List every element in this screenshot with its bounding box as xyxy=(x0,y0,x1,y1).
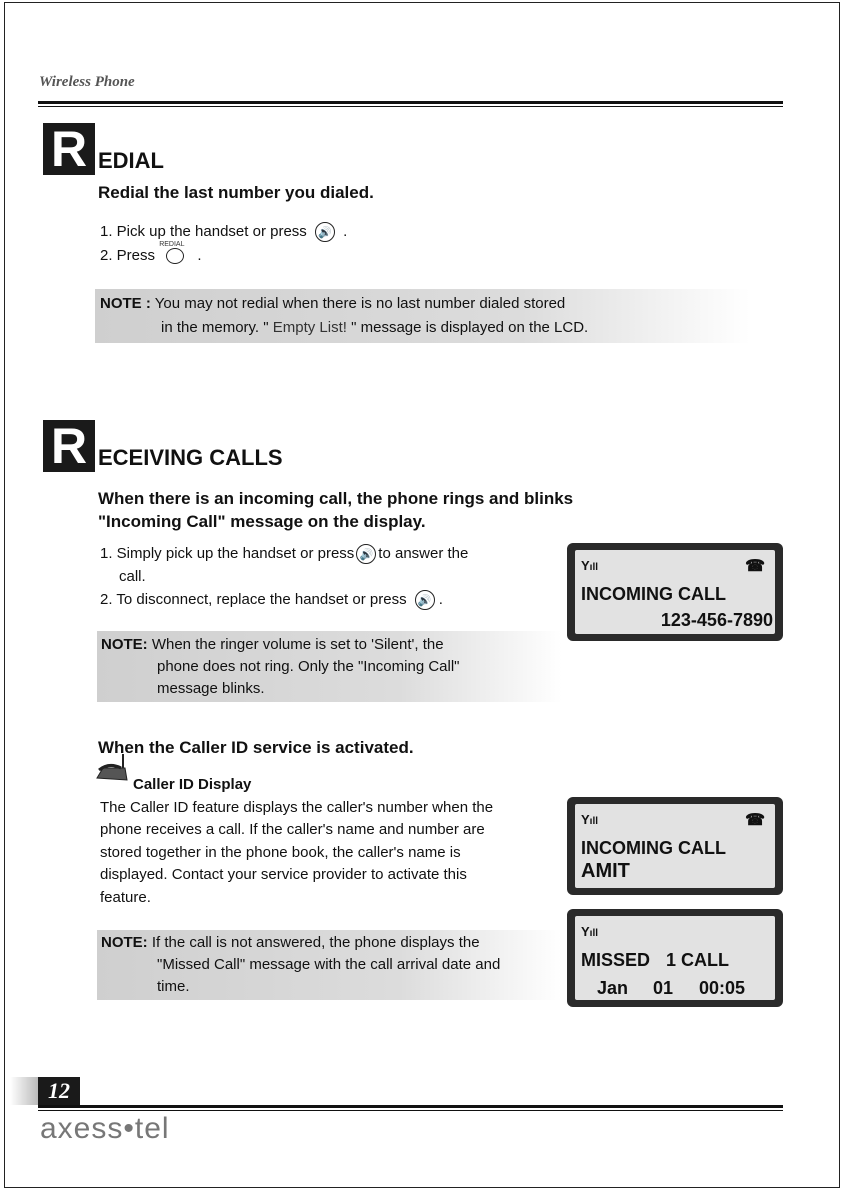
receiving-step-1-a: 1. Simply pick up the handset or press xyxy=(100,545,355,562)
receiving-step-1-c: call. xyxy=(119,568,146,585)
receiving-title: ECEIVING CALLS xyxy=(98,445,283,470)
lcd1-line-2: 123-456-7890 xyxy=(660,610,773,630)
receiving-step-1 xyxy=(100,543,468,565)
redial-step-2 xyxy=(100,241,202,267)
lcd1-line-1: INCOMING CALL xyxy=(581,584,726,604)
lcd3-day: 01 xyxy=(653,978,674,998)
handset-icon: ☎ xyxy=(745,558,765,575)
lcd3-missed: MISSED xyxy=(581,950,651,970)
redial-key-label: REDIAL xyxy=(159,241,185,249)
callerid-subtitle: When the Caller ID service is activated. xyxy=(98,738,414,757)
redial-note-empty-list: Empty List! xyxy=(268,319,352,336)
signal-icon: Yıll xyxy=(581,812,599,827)
redial-step-1 xyxy=(100,221,347,243)
lcd-screen xyxy=(575,804,775,888)
lcd-incoming-call-number xyxy=(567,543,783,641)
redial-note-label: NOTE : xyxy=(100,295,151,312)
speaker-icon: 🔊 xyxy=(356,544,376,564)
redial-key-circle xyxy=(166,248,184,264)
redial-note-text-2a: in the memory. " xyxy=(161,319,269,336)
header-title: Wireless Phone xyxy=(39,74,135,90)
redial-key-icon xyxy=(159,241,187,266)
callerid-body-2: phone receives a call. If the caller's name and number are xyxy=(100,821,485,838)
receiving-subtitle-1: When there is an incoming call, the phone rings and blinks xyxy=(98,489,574,508)
redial-initial: R xyxy=(43,123,95,175)
redial-step-1-end: . xyxy=(343,223,348,240)
redial-step-1-text: 1. Pick up the handset or press xyxy=(100,223,307,240)
lcd-incoming-call-name xyxy=(567,797,783,895)
speaker-icon: 🔊 xyxy=(415,590,435,610)
redial-note-text-1: You may not redial when there is no last number dialed stored xyxy=(154,295,566,312)
phone-icon xyxy=(93,752,129,788)
handset-icon: ☎ xyxy=(745,812,765,829)
receiving-initial: R xyxy=(43,420,95,472)
callerid-note-line-2: "Missed Call" message with the call arrival date and xyxy=(157,956,501,973)
receiving-step-2 xyxy=(100,589,443,611)
lcd3-time: 00:05 xyxy=(699,978,746,998)
receiving-step-2-text: 2. To disconnect, replace the handset or press xyxy=(100,591,407,608)
callerid-body-3: stored together in the phone book, the caller's name is xyxy=(100,844,461,861)
lcd3-call-count: 1 CALL xyxy=(666,950,729,970)
receiving-note-text-1: When the ringer volume is set to 'Silent', the xyxy=(151,636,444,653)
redial-note xyxy=(95,289,750,343)
callerid-note-line-1 xyxy=(101,932,480,954)
lcd2-line-1: INCOMING CALL xyxy=(581,838,726,858)
receiving-note xyxy=(97,631,562,702)
redial-title: EDIAL xyxy=(98,148,164,173)
header-rule-thin xyxy=(38,106,783,107)
page-number: 12 xyxy=(48,1078,70,1103)
speaker-icon: 🔊 xyxy=(315,222,335,242)
receiving-note-line-2: phone does not ring. Only the "Incoming Call" xyxy=(157,658,460,675)
signal-icon: Yıll xyxy=(581,924,599,939)
lcd2-line-2: AMIT xyxy=(581,860,630,882)
receiving-note-line-1 xyxy=(101,634,444,656)
callerid-note xyxy=(97,930,562,1000)
footer-rule xyxy=(38,1105,783,1108)
callerid-body-1: The Caller ID feature displays the caller's number when the xyxy=(100,799,494,816)
receiving-note-line-3: message blinks. xyxy=(157,680,265,697)
redial-step-2-text: 2. Press xyxy=(100,247,156,264)
receiving-subtitle-2: "Incoming Call" message on the display. xyxy=(98,512,426,531)
lcd-screen xyxy=(575,550,775,634)
lcd-missed-call xyxy=(567,909,783,1007)
receiving-step-1-b: to answer the xyxy=(378,545,469,562)
brand-logo: axess•tel xyxy=(40,1112,170,1145)
redial-step-2-end: . xyxy=(197,247,202,264)
callerid-note-text-1: If the call is not answered, the phone displays the xyxy=(151,934,480,951)
callerid-note-label: NOTE: xyxy=(101,934,148,951)
callerid-note-line-3: time. xyxy=(157,978,190,995)
footer-rule-thin xyxy=(38,1110,783,1111)
header-rule xyxy=(38,101,783,104)
lcd-screen xyxy=(575,916,775,1000)
receiving-step-2-end: . xyxy=(438,591,443,608)
page-number-tab xyxy=(10,1077,80,1105)
lcd3-month: Jan xyxy=(597,978,629,998)
receiving-note-label: NOTE: xyxy=(101,636,148,653)
redial-note-line-1 xyxy=(100,293,565,315)
redial-subtitle: Redial the last number you dialed. xyxy=(98,183,374,202)
redial-note-line-2 xyxy=(161,317,588,339)
callerid-body-4: displayed. Contact your service provider to activate this xyxy=(100,866,467,883)
callerid-body-5: feature. xyxy=(100,889,151,906)
redial-note-text-2b: " message is displayed on the LCD. xyxy=(351,319,589,336)
signal-icon: Yıll xyxy=(581,558,599,573)
callerid-heading: Caller ID Display xyxy=(133,776,252,793)
